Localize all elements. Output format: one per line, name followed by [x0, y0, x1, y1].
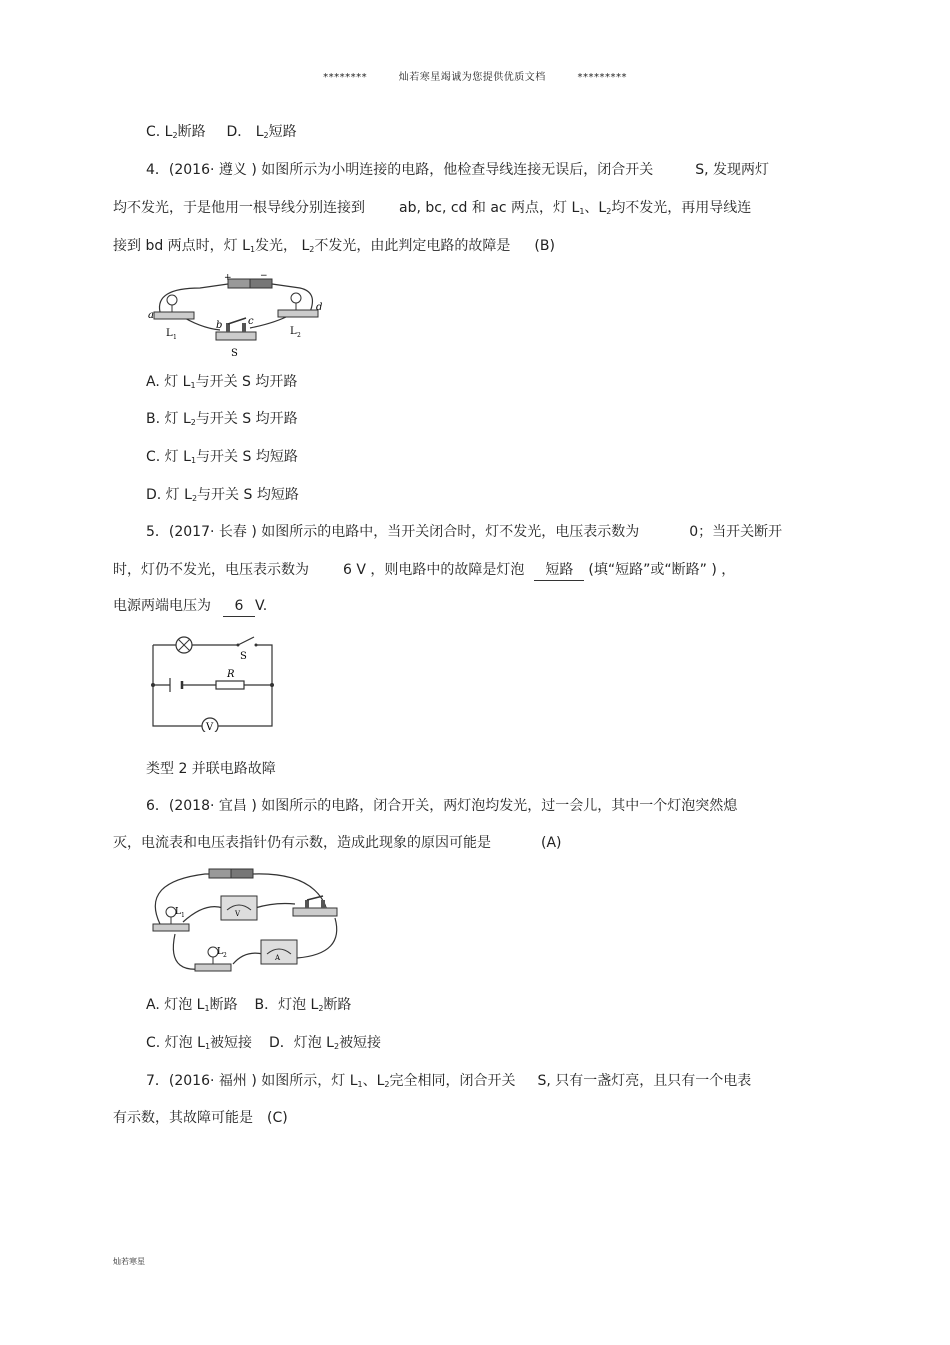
q4-answer: (B): [534, 238, 555, 254]
text: 、L: [362, 1073, 385, 1089]
text: 6 V ，则电路中的故障是灯泡: [343, 562, 525, 578]
q4-line-3: [113, 236, 555, 260]
q6-option-c: C. 灯泡 L: [146, 1035, 205, 1051]
battery-plus: +: [224, 273, 232, 283]
junction-dot: [270, 683, 274, 687]
q6-line-1: 6．(2018· 宜昌 ) 如图所示的电路，闭合开关，两灯泡均发光，过一会儿，其中一个灯泡突然熄: [146, 798, 738, 814]
text: 灭，电流表和电压表指针仍有示数，造成此现象的原因可能是: [113, 835, 491, 851]
text: 被短接: [210, 1035, 253, 1051]
point-a: a: [148, 310, 154, 321]
q4-line-2: [113, 198, 751, 222]
subscript: 1: [204, 1004, 210, 1013]
label-v: V: [206, 722, 214, 732]
q6-option-a: A. 灯泡 L: [146, 997, 205, 1013]
text: 有示数，其故障可能是: [113, 1110, 253, 1126]
text: 7．(2016· 福州 ) 如图所示，灯 L: [146, 1073, 358, 1089]
q4-line-1: [146, 160, 769, 180]
label-l2-sub: 2: [223, 952, 227, 959]
q6-circuit-figure: [145, 862, 345, 987]
point-c: c: [248, 316, 254, 327]
subscript: 2: [172, 131, 178, 140]
junction-dot: [151, 683, 155, 687]
q4-circuit-figure: [140, 268, 330, 363]
wire: [233, 953, 263, 964]
text: 与开关 S 均开路: [195, 374, 298, 390]
q3-options-cd: [146, 122, 297, 146]
text: (填“短路”或“断路” ) ，: [588, 562, 736, 578]
text: 不发光，由此判定电路的故障是: [314, 238, 511, 254]
label-l1: L: [166, 328, 173, 339]
subscript: 2: [606, 207, 612, 216]
q3-option-d: D． L: [226, 124, 264, 140]
subscript: 1: [357, 1080, 363, 1089]
q5-answer-blank-2: 6: [223, 596, 255, 617]
q6-answer: (A): [541, 835, 562, 851]
q7-line-2: [113, 1108, 288, 1128]
subscript: 1: [204, 1042, 211, 1051]
header-title: 灿若寒星竭诚为您提供优质文档: [398, 72, 546, 83]
label-l1-sub: 1: [173, 334, 177, 341]
text: 断路: [209, 997, 238, 1013]
wire: [255, 904, 295, 909]
subscript: 1: [190, 381, 196, 390]
q5-line-1: [146, 522, 782, 542]
text: 均不发光，于是他用一根导线分别连接到: [113, 200, 365, 216]
switch-icon: [237, 637, 258, 647]
subscript: 1: [190, 456, 197, 465]
text: 接到 bd 两点时，灯 L: [113, 238, 250, 254]
text: 均不发光，再用导线连: [611, 200, 752, 216]
point-d: d: [316, 302, 323, 313]
label-s: S: [231, 348, 238, 359]
text: 发光， L: [255, 238, 310, 254]
q4-option-a: [146, 372, 297, 396]
text: 4．(2016· 遵义 ) 如图所示为小明连接的电路，他检查导线连接无误后，闭合开关: [146, 162, 654, 178]
label-r: R: [227, 669, 235, 680]
subscript: 2: [318, 1004, 324, 1013]
q6-options-cd: [146, 1033, 381, 1057]
wire: [297, 918, 337, 958]
point-b: b: [216, 320, 223, 331]
text: 与开关 S 均短路: [196, 449, 298, 465]
q7-answer: (C): [267, 1110, 288, 1126]
switch-icon: [293, 896, 337, 916]
q6-line-2: [113, 833, 562, 853]
text: 与开关 S 均短路: [197, 487, 299, 503]
subscript: 2: [190, 418, 196, 427]
text: A. 灯 L: [146, 374, 191, 390]
label-l2: L: [217, 947, 223, 957]
text: 5．(2017· 长春 ) 如图所示的电路中，当开关闭合时，灯不发光，电压表示数为: [146, 524, 640, 540]
text: 电源两端电压为: [113, 598, 211, 614]
header-stars-right: *********: [577, 72, 627, 83]
text: B. 灯 L: [146, 411, 191, 427]
text: 被短接: [339, 1035, 382, 1051]
q5-circuit-figure: [148, 630, 278, 732]
subscript: 2: [333, 1042, 340, 1051]
text: 与开关 S 均开路: [195, 411, 298, 427]
text: 、L: [584, 200, 607, 216]
page-footer: 灿若寒星: [113, 1257, 145, 1266]
label-l1-sub: 1: [181, 912, 185, 919]
resistor-icon: [216, 681, 244, 689]
q5-answer-blank-1: 短路: [534, 560, 584, 581]
text: D. 灯 L: [146, 487, 192, 503]
text: 0；当开关断开: [689, 524, 783, 540]
q3-option-c: C. L: [146, 124, 173, 140]
text: 完全相同，闭合开关: [389, 1073, 516, 1089]
label-v: V: [235, 910, 241, 918]
subscript: 1: [579, 207, 585, 216]
q5-line-2: [113, 560, 735, 581]
lamp-l2-icon: [195, 947, 231, 971]
q4-option-c: [146, 447, 298, 471]
text: V.: [255, 598, 268, 614]
page-header: [0, 68, 950, 83]
section-type-2: 类型 2 并联电路故障: [146, 761, 276, 777]
label-a: A: [275, 954, 281, 962]
option-text: 断路: [177, 124, 206, 140]
subscript: 2: [384, 1080, 390, 1089]
subscript: 2: [191, 494, 198, 503]
q5-line-3: [113, 596, 267, 617]
label-l1: L: [175, 907, 181, 917]
label-l2: L: [290, 326, 297, 337]
text: 时，灯仍不发光，电压表示数为: [113, 562, 309, 578]
q6-options-ab: [146, 995, 351, 1019]
subscript: 2: [309, 245, 315, 254]
wire: [183, 907, 223, 922]
text: ab, bc, cd 和 ac 两点，灯 L: [399, 200, 580, 216]
option-text: 短路: [268, 124, 297, 140]
text: S, 只有一盏灯亮，且只有一个电表: [537, 1073, 752, 1089]
subscript: 2: [263, 131, 269, 140]
label-l2-sub: 2: [297, 332, 301, 339]
lamp-icon: [176, 637, 192, 653]
q6-option-b: B．灯泡 L: [254, 997, 319, 1013]
q4-option-d: [146, 485, 299, 509]
text: 断路: [323, 997, 352, 1013]
subscript: 1: [249, 245, 256, 254]
q6-option-d: D．灯泡 L: [268, 1035, 334, 1051]
battery-icon: [209, 869, 253, 878]
text: S, 发现两灯: [695, 162, 770, 178]
q4-option-b: [146, 409, 298, 433]
wire: [253, 874, 327, 910]
q7-line-1: [146, 1071, 751, 1095]
text: C. 灯 L: [146, 449, 191, 465]
battery-minus: −: [260, 271, 268, 281]
header-stars-left: ********: [323, 72, 368, 83]
battery-icon: [170, 678, 182, 692]
label-s: S: [240, 651, 247, 662]
